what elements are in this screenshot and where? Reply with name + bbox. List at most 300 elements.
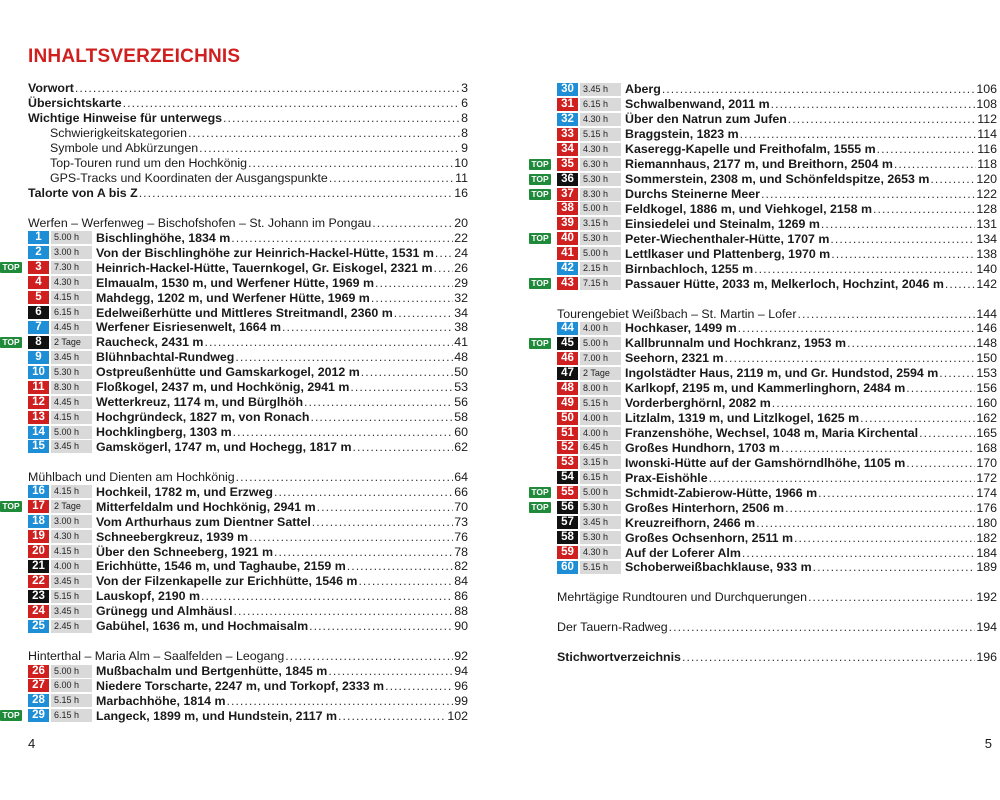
page-ref: 148 [976, 336, 997, 351]
page-ref: 41 [454, 335, 468, 350]
entry-title: Der Tauern-Radweg [557, 620, 668, 635]
dot-leader [201, 589, 453, 603]
page-ref: 194 [976, 620, 997, 635]
entry-title: Lauskopf, 2190 m [96, 589, 200, 604]
tour-badges [28, 545, 96, 559]
tour-badges [28, 559, 96, 573]
dot-leader [738, 321, 976, 335]
toc-entry-tour-31[interactable] [557, 97, 997, 112]
tour-duration: 5.15 h [580, 397, 621, 410]
tour-number: 9 [28, 351, 49, 364]
dot-leader [754, 262, 975, 276]
tour-duration: 4.45 h [51, 396, 92, 409]
page-ref: 8 [461, 126, 468, 141]
tour-number: 23 [28, 590, 49, 603]
tour-number: 58 [557, 531, 578, 544]
tour-number: 55 [557, 486, 578, 499]
page-ref: 22 [454, 230, 468, 245]
entry-title: Kreuzreifhorn, 2466 m [625, 515, 756, 530]
page-ref: 156 [976, 381, 997, 396]
tour-badges [2, 335, 96, 349]
entry-title: Hochkaser, 1499 m [625, 321, 737, 336]
toc-entry-tour-1[interactable] [28, 230, 468, 245]
tour-badges [557, 381, 625, 395]
toc-entry-tour-45[interactable] [531, 336, 997, 351]
tour-number: 59 [557, 546, 578, 559]
toc-entry-tour-6[interactable] [28, 305, 468, 320]
toc-entry-tour-19[interactable] [28, 529, 468, 544]
entry-title: Schneebergkreuz, 1939 m [96, 529, 249, 544]
dot-leader [873, 202, 975, 216]
tour-number: 24 [28, 605, 49, 618]
tour-number: 45 [557, 337, 578, 350]
top-badge-icon: TOP [0, 710, 22, 721]
page-ref: 134 [976, 231, 997, 246]
entry-title: Seehorn, 2321 m [625, 351, 724, 366]
tour-number: 26 [28, 665, 49, 678]
toc-section-heading[interactable] [28, 215, 468, 230]
dot-leader [234, 604, 454, 618]
entry-title: Sommerstein, 2308 m, und Schönfeldspitze, 2653 m [625, 172, 930, 187]
page-ref: 32 [454, 290, 468, 305]
toc-section-heading[interactable] [557, 306, 997, 321]
tour-badges [531, 172, 625, 186]
tour-badges [28, 291, 96, 305]
tour-badges [28, 380, 96, 394]
tour-duration: 7.30 h [51, 261, 92, 274]
toc-entry-tour-15[interactable] [28, 440, 468, 455]
toc-entry-tour-34[interactable] [557, 142, 997, 157]
page-ref: 96 [454, 678, 468, 693]
entry-title: Durchs Steinerne Meer [625, 187, 760, 202]
tour-number: 14 [28, 426, 49, 439]
tour-duration: 7.15 h [580, 277, 621, 290]
dot-leader [317, 500, 454, 514]
page-ref: 26 [454, 260, 468, 275]
tour-badges [557, 366, 625, 380]
dot-leader [249, 530, 453, 544]
dot-leader [329, 171, 454, 185]
entry-title: Ostpreußenhütte und Gamskarkogel, 2012 m [96, 365, 360, 380]
tour-duration: 5.15 h [51, 694, 92, 707]
entry-title: Iwonski-Hütte auf der Gamshörndlhöhe, 1105 m [625, 455, 906, 470]
page-ref: 172 [976, 470, 997, 485]
entry-title: Feldkogel, 1886 m, und Viehkogel, 2158 m [625, 201, 872, 216]
dot-leader [742, 546, 975, 560]
tour-number: 50 [557, 412, 578, 425]
dot-leader [223, 111, 460, 125]
tour-badges [557, 97, 625, 111]
page-ref: 184 [976, 545, 997, 560]
tour-badges [531, 187, 625, 201]
tour-badges [557, 560, 625, 574]
tour-badges [28, 589, 96, 603]
page-ref: 53 [454, 380, 468, 395]
tour-duration: 2 Tage [51, 500, 92, 513]
toc-entry-tour-3[interactable] [2, 260, 468, 275]
toc-entry-tour-9[interactable] [28, 350, 468, 365]
tour-badges [2, 709, 96, 723]
entry-title: Symbole und Abkürzungen [50, 141, 199, 156]
entry-title: Bischlinghöhe, 1834 m [96, 230, 231, 245]
entry-title: Kaseregg-Kapelle und Freithofalm, 1555 m [625, 142, 876, 157]
toc-section-heading[interactable] [28, 649, 468, 664]
tour-badges [531, 232, 625, 246]
tour-duration: 5.30 h [580, 501, 621, 514]
top-badge-icon: TOP [529, 502, 551, 513]
tour-duration: 4.00 h [580, 412, 621, 425]
toc-entry-tour-8[interactable] [2, 335, 468, 350]
toc-entry-tour-27[interactable] [28, 679, 468, 694]
entry-title: Heinrich-Hackel-Hütte, Tauernkogel, Gr. Eiskogel, 2321 m [96, 260, 433, 275]
toc-entry-tour-60[interactable] [557, 560, 997, 575]
entry-title: Top-Touren rund um den Hochkönig [50, 156, 247, 171]
spacer [557, 635, 997, 650]
toc-entry-tour-37[interactable] [531, 187, 997, 202]
tour-duration: 5.30 h [580, 232, 621, 245]
toc-entry-tour-39[interactable] [557, 216, 997, 231]
toc-entry[interactable] [28, 96, 468, 111]
tour-number: 36 [557, 173, 578, 186]
toc-entry[interactable] [28, 156, 468, 171]
page-ref: 86 [454, 589, 468, 604]
entry-title: Schwalbenwand, 2011 m [625, 97, 770, 112]
toc-left [2, 81, 468, 723]
page-ref: 78 [454, 544, 468, 559]
dot-leader [906, 456, 975, 470]
dot-leader [188, 126, 460, 140]
toc-section-heading[interactable] [557, 620, 997, 635]
tour-badges [28, 530, 96, 544]
tour-number: 40 [557, 232, 578, 245]
page-ref: 176 [976, 500, 997, 515]
tour-number: 10 [28, 366, 49, 379]
page-ref: 144 [976, 306, 997, 321]
toc-section-heading[interactable] [28, 469, 468, 484]
page-ref: 88 [454, 604, 468, 619]
top-badge-icon: TOP [0, 262, 22, 273]
dot-leader [274, 545, 453, 559]
tour-number: 39 [557, 217, 578, 230]
tour-badges [557, 112, 625, 126]
dot-leader [797, 307, 975, 321]
tour-duration: 2.45 h [51, 620, 92, 633]
tour-badges [531, 157, 625, 171]
toc-entry-tour-16[interactable] [28, 484, 468, 499]
page-ref: 99 [454, 693, 468, 708]
tour-number: 33 [557, 128, 578, 141]
page-ref: 73 [454, 514, 468, 529]
tour-badges [28, 320, 96, 334]
toc-entry-tour-21[interactable] [28, 559, 468, 574]
toc-entry-tour-12[interactable] [28, 395, 468, 410]
toc-entry-tour-36[interactable] [531, 172, 997, 187]
tour-duration: 3.45 h [580, 516, 621, 529]
tour-number: 25 [28, 620, 49, 633]
entry-title: Großes Hundhorn, 1703 m [625, 440, 780, 455]
page-ref: 29 [454, 275, 468, 290]
tour-duration: 5.30 h [51, 366, 92, 379]
tour-number: 22 [28, 575, 49, 588]
toc-right [531, 82, 997, 665]
tour-number: 47 [557, 367, 578, 380]
page-ref: 50 [454, 365, 468, 380]
toc-entry-tour-58[interactable] [557, 530, 997, 545]
tour-duration: 3.45 h [51, 605, 92, 618]
toc-entry-tour-24[interactable] [28, 604, 468, 619]
tour-duration: 3.45 h [51, 440, 92, 453]
tour-duration: 4.15 h [51, 545, 92, 558]
tour-duration: 2 Tage [51, 336, 92, 349]
toc-entry-tour-14[interactable] [28, 425, 468, 440]
dot-leader [939, 366, 975, 380]
toc-entry-tour-49[interactable] [557, 396, 997, 411]
top-badge-icon: TOP [529, 233, 551, 244]
tour-duration: 4.15 h [51, 485, 92, 498]
tour-badges [557, 82, 625, 96]
entry-title: Mühlbach und Dienten am Hochkönig [28, 469, 235, 484]
tour-duration: 4.00 h [580, 427, 621, 440]
tour-duration: 5.00 h [580, 486, 621, 499]
dot-leader [894, 157, 976, 171]
tour-duration: 4.30 h [51, 276, 92, 289]
dot-leader [309, 619, 453, 633]
toc-entry-tour-46[interactable] [557, 351, 997, 366]
toc-entry[interactable] [557, 650, 997, 665]
toc-entry-tour-35[interactable] [531, 157, 997, 172]
entry-title: Hochklingberg, 1303 m [96, 425, 232, 440]
dot-leader [781, 441, 975, 455]
dot-leader [788, 112, 976, 126]
toc-entry-tour-57[interactable] [557, 515, 997, 530]
tour-number: 30 [557, 83, 578, 96]
dot-leader [434, 261, 454, 275]
page-ref: 114 [977, 127, 997, 142]
tour-number: 2 [28, 246, 49, 259]
page-ref: 11 [455, 171, 468, 186]
dot-leader [75, 81, 460, 95]
page-ref: 9 [461, 141, 468, 156]
toc-entry-tour-47[interactable] [557, 366, 997, 381]
entry-title: Von der Filzenkapelle zur Erichhütte, 1546 m [96, 574, 358, 589]
toc-entry-tour-59[interactable] [557, 545, 997, 560]
entry-title: Schwierigkeitskategorien [50, 126, 188, 141]
page-ref: 165 [976, 426, 997, 441]
page-ref: 153 [976, 366, 997, 381]
toc-entry-tour-5[interactable] [28, 290, 468, 305]
toc-entry-tour-11[interactable] [28, 380, 468, 395]
dot-leader [813, 560, 976, 574]
dot-leader [709, 471, 976, 485]
entry-title: Niedere Torscharte, 2247 m, und Torkopf, 2333 m [96, 678, 385, 693]
dot-leader [830, 232, 975, 246]
dot-leader [724, 351, 975, 365]
tour-duration: 3.15 h [580, 217, 621, 230]
tour-duration: 6.45 h [580, 441, 621, 454]
dot-leader [231, 231, 453, 245]
entry-title: Braggstein, 1823 m [625, 127, 739, 142]
dot-leader [682, 650, 975, 664]
toc-entry-tour-4[interactable] [28, 275, 468, 290]
page-ref: 146 [976, 321, 997, 336]
entry-title: Passauer Hütte, 2033 m, Melkerloch, Hochzint, 2046 m [625, 276, 944, 291]
toc-entry-tour-23[interactable] [28, 589, 468, 604]
toc-entry-tour-38[interactable] [557, 202, 997, 217]
tour-number: 28 [28, 694, 49, 707]
toc-entry[interactable] [28, 141, 468, 156]
toc-entry-tour-18[interactable] [28, 514, 468, 529]
dot-leader [771, 97, 976, 111]
dot-leader [394, 306, 453, 320]
toc-entry-tour-40[interactable] [531, 231, 997, 246]
tour-badges [557, 546, 625, 560]
entry-title: Talorte von A bis Z [28, 186, 138, 201]
tour-duration: 5.15 h [580, 561, 621, 574]
entry-title: Über den Schneeberg, 1921 m [96, 544, 273, 559]
dot-leader [761, 187, 975, 201]
tour-number: 35 [557, 158, 578, 171]
page-ref: 10 [454, 156, 468, 171]
tour-number: 60 [557, 561, 578, 574]
page-ref: 189 [976, 560, 997, 575]
tour-duration: 5.15 h [580, 128, 621, 141]
tour-badges [28, 425, 96, 439]
tour-number: 7 [28, 321, 49, 334]
toc-entry[interactable] [28, 126, 468, 141]
tour-duration: 6.15 h [51, 709, 92, 722]
toc-section-heading[interactable] [557, 590, 997, 605]
tour-badges [557, 426, 625, 440]
tour-number: 52 [557, 441, 578, 454]
tour-number: 19 [28, 530, 49, 543]
tour-number: 15 [28, 440, 49, 453]
tour-badges [28, 306, 96, 320]
toc-entry-tour-43[interactable] [531, 276, 997, 291]
toc-entry-tour-25[interactable] [28, 619, 468, 634]
page-ref: 76 [454, 529, 468, 544]
tour-badges [28, 574, 96, 588]
tour-duration: 3.15 h [580, 456, 621, 469]
page-ref: 174 [976, 485, 997, 500]
toc-entry-tour-33[interactable] [557, 127, 997, 142]
dot-leader [772, 396, 976, 410]
entry-title: Über den Natrun zum Jufen [625, 112, 787, 127]
toc-entry-tour-7[interactable] [28, 320, 468, 335]
entry-title: Schoberweißbachklause, 933 m [625, 560, 812, 575]
entry-title: Birnbachloch, 1255 m [625, 261, 754, 276]
entry-title: Mahdegg, 1202 m, und Werfener Hütte, 1969 m [96, 290, 370, 305]
toc-entry-tour-53[interactable] [557, 455, 997, 470]
toc-entry-tour-56[interactable] [531, 500, 997, 515]
tour-duration: 3.45 h [51, 575, 92, 588]
toc-entry-tour-41[interactable] [557, 246, 997, 261]
page-ref: 94 [454, 664, 468, 679]
entry-title: Riemannhaus, 2177 m, und Breithorn, 2504 m [625, 157, 893, 172]
toc-entry-tour-32[interactable] [557, 112, 997, 127]
toc-entry-tour-20[interactable] [28, 544, 468, 559]
dot-leader [372, 216, 453, 230]
entry-title: Großes Hinterhorn, 2506 m [625, 500, 785, 515]
toc-entry-tour-50[interactable] [557, 411, 997, 426]
tour-duration: 3.00 h [51, 515, 92, 528]
toc-entry-tour-51[interactable] [557, 426, 997, 441]
dot-leader [274, 485, 453, 499]
toc-entry-tour-29[interactable] [2, 708, 468, 723]
page-ref: 38 [454, 320, 468, 335]
tour-duration: 8.30 h [580, 188, 621, 201]
entry-title: Edelweißerhütte und Mittleres Streitmandl, 2360 m [96, 305, 393, 320]
tour-badges [531, 486, 625, 500]
tour-badges [28, 604, 96, 618]
tour-number: 46 [557, 352, 578, 365]
tour-duration: 3.45 h [580, 83, 621, 96]
toc-entry-tour-44[interactable] [557, 321, 997, 336]
toc-entry-tour-30[interactable] [557, 82, 997, 97]
dot-leader [347, 559, 453, 573]
toc-entry-tour-48[interactable] [557, 381, 997, 396]
toc-entry-tour-52[interactable] [557, 441, 997, 456]
spacer [28, 454, 468, 469]
top-badge-icon: TOP [0, 337, 22, 348]
tour-badges [557, 351, 625, 365]
toc-entry-tour-26[interactable] [28, 664, 468, 679]
toc-entry-tour-17[interactable] [2, 499, 468, 514]
toc-entry[interactable] [28, 81, 468, 96]
entry-title: GPS-Tracks und Koordinaten der Ausgangspunkte [50, 171, 328, 186]
page-ref: 62 [454, 439, 468, 454]
toc-entry-tour-22[interactable] [28, 574, 468, 589]
page-ref: 90 [454, 619, 468, 634]
toc-entry[interactable] [28, 186, 468, 201]
dot-leader [919, 426, 975, 440]
page-ref: 170 [976, 455, 997, 470]
toc-entry-tour-42[interactable] [557, 261, 997, 276]
tour-duration: 7.00 h [580, 352, 621, 365]
toc-entry-tour-28[interactable] [28, 693, 468, 708]
entry-title: Hinterthal – Maria Alm – Saalfelden – Leogang [28, 649, 285, 664]
toc-entry[interactable] [28, 111, 468, 126]
top-badge-icon: TOP [529, 278, 551, 289]
page-ref: 34 [454, 305, 468, 320]
page-number-right: 5 [984, 736, 992, 751]
dot-leader [930, 172, 975, 186]
dot-leader [233, 425, 454, 439]
tour-badges [531, 501, 625, 515]
tour-duration: 4.30 h [580, 113, 621, 126]
dot-leader [877, 142, 977, 156]
tour-duration: 2 Tage [580, 367, 621, 380]
page-ref: 142 [976, 276, 997, 291]
toc-entry-tour-54[interactable] [557, 470, 997, 485]
top-badge-icon: TOP [529, 159, 551, 170]
spacer [557, 575, 997, 590]
tour-duration: 4.30 h [51, 530, 92, 543]
page-ref: 58 [454, 410, 468, 425]
toc-entry[interactable] [28, 171, 468, 186]
entry-title: Grünegg und Almhäusl [96, 604, 233, 619]
tour-number: 38 [557, 202, 578, 215]
dot-leader [785, 501, 975, 515]
page-ref: 116 [977, 142, 997, 157]
toc-entry-tour-10[interactable] [28, 365, 468, 380]
entry-title: Tourengebiet Weißbach – St. Martin – Lofer [557, 306, 797, 321]
entry-title: Gamskögerl, 1747 m, und Hochegg, 1817 m [96, 439, 352, 454]
tour-duration: 5.00 h [580, 202, 621, 215]
toc-entry-tour-55[interactable] [531, 485, 997, 500]
tour-badges [28, 664, 96, 678]
toc-entry-tour-13[interactable] [28, 410, 468, 425]
toc-entry-tour-2[interactable] [28, 245, 468, 260]
